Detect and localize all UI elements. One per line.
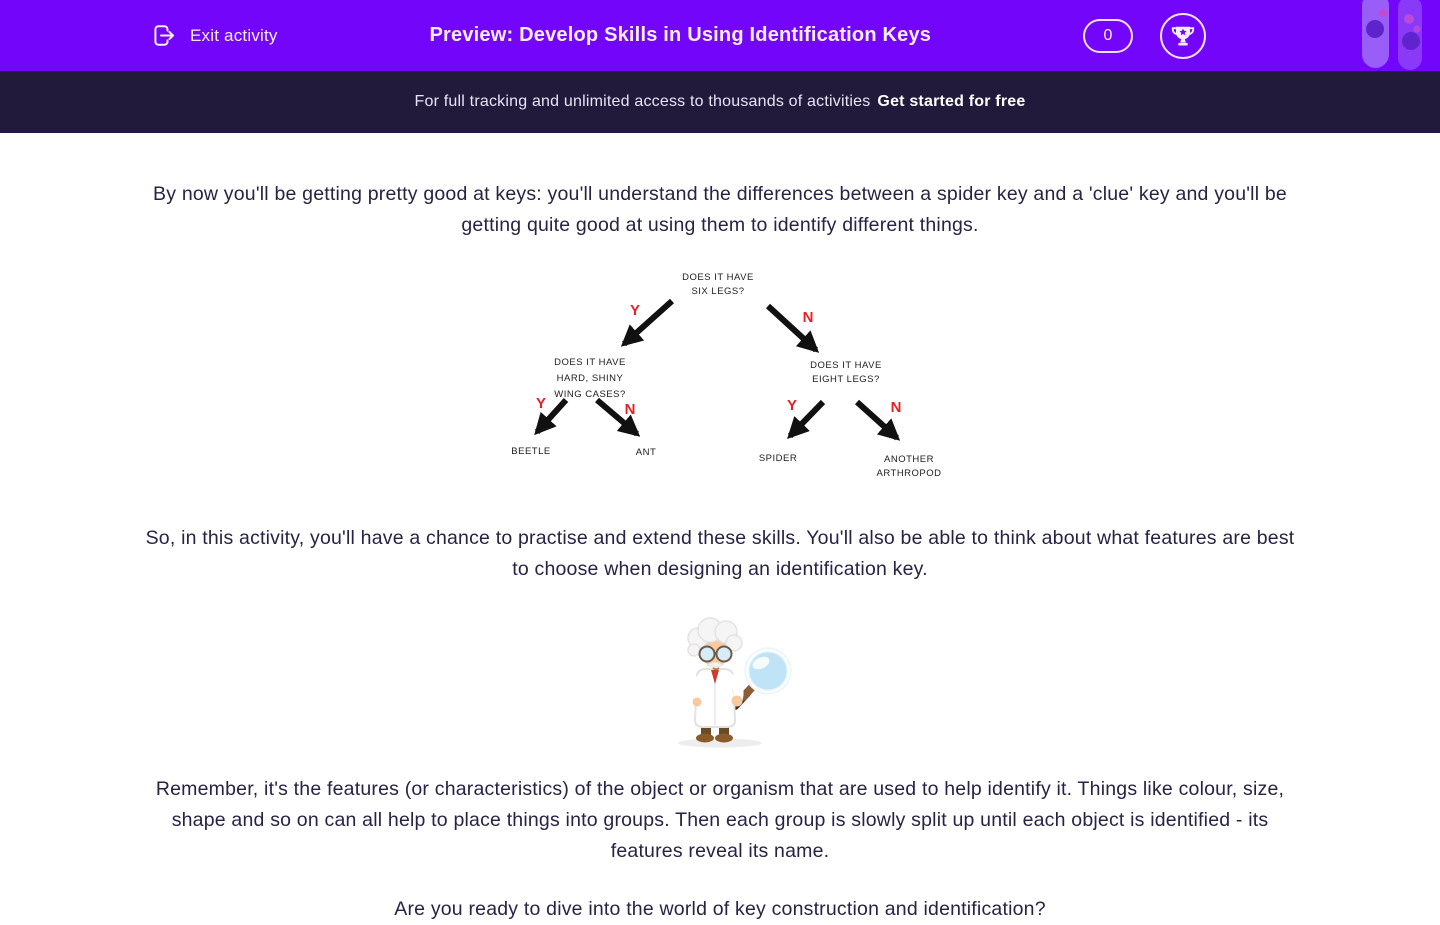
yes-label: Y [629,302,641,319]
outcome-spider: SPIDER [758,453,798,464]
header-actions [1083,0,1440,71]
outcome-beetle: BEETLE [511,446,551,457]
exit-icon [150,22,177,49]
right-question-line2: EIGHT LEGS? [812,374,880,385]
outcome-another-line2: ARTHROPOD [876,468,942,479]
app-header [0,0,1440,71]
left-question-line3: WING CASES? [554,389,626,400]
left-no-label: N [624,401,636,418]
intro-paragraph: By now you'll be getting pretty good at keys: you'll understand the differences between a spider key and a 'clue' key and you'll be getting quite good at using them to identify different things. [153,183,1287,236]
left-question-line1: DOES IT HAVE [554,357,626,368]
score-value: 0 [1103,26,1113,44]
remember-paragraph: Remember, it's the features (or characteristics) of the object or organism that are used to help identify it. Things like colour, size, shape and so on can all help to place things into groups. Then each group is slowly split up until each object is identified - its features reveal its name. [155,778,1285,862]
activity-preview-content [0,179,1440,925]
get-started-link[interactable]: Get started for free [877,93,1026,110]
upgrade-banner [0,71,1440,133]
exit-activity-label: Exit activity [190,25,278,45]
test-tubes-icon [1354,0,1432,71]
root-question-line2: SIX LEGS? [691,286,745,297]
outcome-ant: ANT [635,447,657,458]
identification-key-diagram [490,261,950,488]
right-question-line1: DOES IT HAVE [810,360,882,371]
trophy-button[interactable] [1160,13,1206,59]
exit-activity-button[interactable] [150,22,278,49]
left-question-line2: HARD, SHINY [556,373,624,384]
outcome-another-line1: ANOTHER [884,454,934,465]
left-yes-label: Y [535,395,547,412]
closing-paragraph: Are you ready to dive into the world of key construction and identification? [394,898,1046,920]
right-yes-label: Y [786,397,798,414]
scientist-illustration [635,610,805,750]
practice-paragraph: So, in this activity, you'll have a chance to practise and extend these skills. You'll also be able to think about what features are best to choose when designing an identification key. [145,527,1295,580]
right-no-label: N [890,399,902,416]
trophy-icon [1170,23,1196,49]
no-label: N [802,309,814,326]
upgrade-message: For full tracking and unlimited access to thousands of activities [414,93,871,110]
page-title: Preview: Develop Skills in Using Identification Keys [429,24,932,46]
root-question-line1: DOES IT HAVE [682,272,754,283]
score-badge[interactable] [1083,19,1133,53]
